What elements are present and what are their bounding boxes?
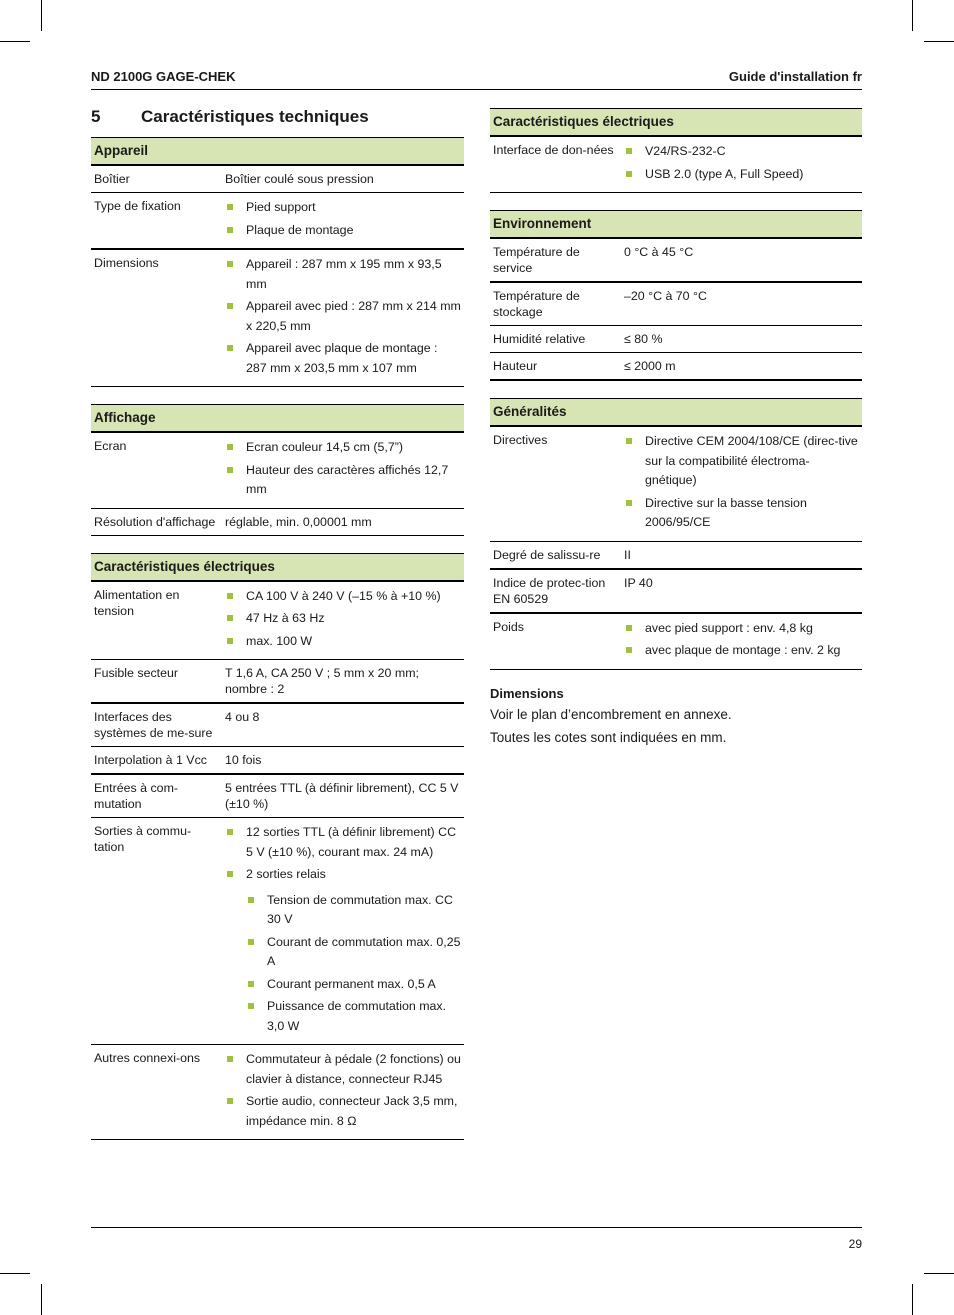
row-key: Température de service	[490, 238, 621, 282]
table-row	[490, 426, 862, 541]
row-value: Boîtier coulé sous pression	[222, 165, 464, 193]
list-item-label: 2 sorties relais	[246, 867, 326, 881]
list-item: avec plaque de montage : env. 2 kg	[624, 641, 859, 661]
left-column	[91, 137, 464, 1140]
list-item: Commutateur à pédale (2 fonctions) ou clavier à distance, connecteur RJ45	[225, 1050, 461, 1089]
row-value: 5 entrées TTL (à définir librement), CC 5 V (±10 %)	[222, 774, 464, 818]
list-item: 47 Hz à 63 Hz	[225, 609, 461, 629]
crop-mark	[912, 0, 913, 31]
row-key: Humidité relative	[490, 326, 621, 353]
table-general	[490, 398, 862, 670]
right-column	[490, 108, 862, 747]
bullet-list	[225, 438, 461, 500]
bullet-list	[225, 587, 461, 652]
table-row	[91, 1045, 464, 1140]
bullet-list	[225, 823, 461, 1036]
page-number: 29	[848, 1237, 862, 1251]
bullet-list	[225, 255, 461, 378]
table-row	[91, 249, 464, 387]
guide-title: Guide d'installation fr	[728, 69, 862, 84]
table-row	[91, 747, 464, 775]
table-row	[91, 581, 464, 660]
row-value: II	[621, 541, 862, 569]
list-item: max. 100 W	[225, 632, 461, 652]
table-row	[490, 353, 862, 381]
list-item: Directive CEM 2004/108/CE (direc-tive sur la compatibilité électroma-gnétique)	[624, 432, 859, 491]
list-item: Courant de commutation max. 0,25 A	[246, 933, 461, 972]
table-header: Caractéristiques électriques	[91, 553, 464, 581]
row-key: Entrées à com-mutation	[91, 774, 222, 818]
table-header: Généralités	[490, 399, 862, 427]
list-item: Hauteur des caractères affichés 12,7 mm	[225, 461, 461, 500]
list-item: USB 2.0 (type A, Full Speed)	[624, 165, 859, 185]
table-row	[490, 282, 862, 326]
table-header: Appareil	[91, 138, 464, 166]
table-row	[490, 136, 862, 193]
list-item: Appareil : 287 mm x 195 mm x 93,5 mm	[225, 255, 461, 294]
row-value: IP 40	[621, 569, 862, 613]
table-row	[490, 238, 862, 282]
list-item: Puissance de commutation max. 3,0 W	[246, 997, 461, 1036]
list-item: Pied support	[225, 198, 461, 218]
bullet-list	[624, 619, 859, 661]
row-key: Autres connexi-ons	[91, 1045, 222, 1140]
table-row	[91, 703, 464, 747]
crop-mark	[0, 1273, 30, 1274]
bullet-list	[624, 432, 859, 533]
row-value: T 1,6 A, CA 250 V ; 5 mm x 20 mm; nombre : 2	[222, 660, 464, 704]
list-item: Plaque de montage	[225, 221, 461, 241]
dimensions-text: Voir le plan d’encombrement en annexe.	[490, 706, 732, 722]
list-item: Appareil avec pied : 287 mm x 214 mm x 220,5 mm	[225, 297, 461, 336]
list-item: Appareil avec plaque de montage : 287 mm x 203,5 mm x 107 mm	[225, 339, 461, 378]
table-row	[91, 432, 464, 508]
row-key: Température de stockage	[490, 282, 621, 326]
dimensions-heading: Dimensions	[490, 685, 564, 701]
row-key: Résolution d'affichage	[91, 508, 222, 535]
table-header: Affichage	[91, 405, 464, 433]
table-affichage	[91, 404, 464, 536]
row-key: Interfaces des systèmes de me-sure	[91, 703, 222, 747]
row-value: 10 fois	[222, 747, 464, 775]
crop-mark	[912, 1284, 913, 1315]
page-footer	[91, 1227, 862, 1251]
section-title	[91, 107, 369, 127]
page-header	[91, 69, 862, 90]
table-row	[490, 541, 862, 569]
list-item: Ecran couleur 14,5 cm (5,7”)	[225, 438, 461, 458]
dimensions-text: Toutes les cotes sont indiquées en mm.	[490, 729, 727, 745]
table-row	[490, 613, 862, 670]
table-row	[91, 508, 464, 535]
crop-mark	[924, 1273, 954, 1274]
row-value: ≤ 2000 m	[621, 353, 862, 381]
row-key: Alimentation en tension	[91, 581, 222, 660]
row-key: Poids	[490, 613, 621, 670]
row-key: Fusible secteur	[91, 660, 222, 704]
table-electrical-cont	[490, 108, 862, 193]
list-item: Courant permanent max. 0,5 A	[246, 975, 461, 995]
row-value: 4 ou 8	[222, 703, 464, 747]
row-value: –20 °C à 70 °C	[621, 282, 862, 326]
list-item: Directive sur la basse tension 2006/95/CE	[624, 494, 859, 533]
list-item: Sortie audio, connecteur Jack 3,5 mm, impédance min. 8 Ω	[225, 1092, 461, 1131]
bullet-list	[225, 198, 461, 240]
row-value: 0 °C à 45 °C	[621, 238, 862, 282]
table-row	[91, 818, 464, 1045]
table-header: Environnement	[490, 211, 862, 239]
row-key: Indice de protec-tion EN 60529	[490, 569, 621, 613]
bullet-list	[624, 142, 859, 184]
crop-mark	[41, 0, 42, 31]
table-row	[91, 193, 464, 250]
list-item: Tension de commutation max. CC 30 V	[246, 891, 461, 930]
section-heading: Caractéristiques techniques	[141, 107, 369, 126]
row-value: ≤ 80 %	[621, 326, 862, 353]
crop-mark	[924, 41, 954, 42]
crop-mark	[41, 1284, 42, 1315]
list-item: CA 100 V à 240 V (–15 % à +10 %)	[225, 587, 461, 607]
row-key: Dimensions	[91, 249, 222, 387]
list-item: avec pied support : env. 4,8 kg	[624, 619, 859, 639]
table-appareil	[91, 137, 464, 387]
row-key: Ecran	[91, 432, 222, 508]
row-key: Sorties à commu-tation	[91, 818, 222, 1045]
table-electrical	[91, 553, 464, 1141]
section-number: 5	[91, 107, 101, 126]
row-key: Boîtier	[91, 165, 222, 193]
list-item: 12 sorties TTL (à définir librement) CC 5 V (±10 %), courant max. 24 mA)	[225, 823, 461, 862]
row-key: Directives	[490, 426, 621, 541]
table-row	[490, 326, 862, 353]
table-row	[91, 660, 464, 704]
table-header: Caractéristiques électriques	[490, 109, 862, 137]
sub-bullet-list	[246, 891, 461, 1037]
document-title: ND 2100G GAGE-CHEK	[91, 69, 236, 84]
table-environment	[490, 210, 862, 381]
bullet-list	[225, 1050, 461, 1131]
list-item: V24/RS-232-C	[624, 142, 859, 162]
table-row	[490, 569, 862, 613]
table-row	[91, 165, 464, 193]
row-key: Hauteur	[490, 353, 621, 381]
row-key: Degré de salissu-re	[490, 541, 621, 569]
list-item	[225, 865, 461, 1036]
crop-mark	[0, 41, 30, 42]
row-key: Interface de don-nées	[490, 136, 621, 193]
row-value: réglable, min. 0,00001 mm	[222, 508, 464, 535]
table-row	[91, 774, 464, 818]
row-key: Interpolation à 1 Vcc	[91, 747, 222, 775]
row-key: Type de fixation	[91, 193, 222, 250]
